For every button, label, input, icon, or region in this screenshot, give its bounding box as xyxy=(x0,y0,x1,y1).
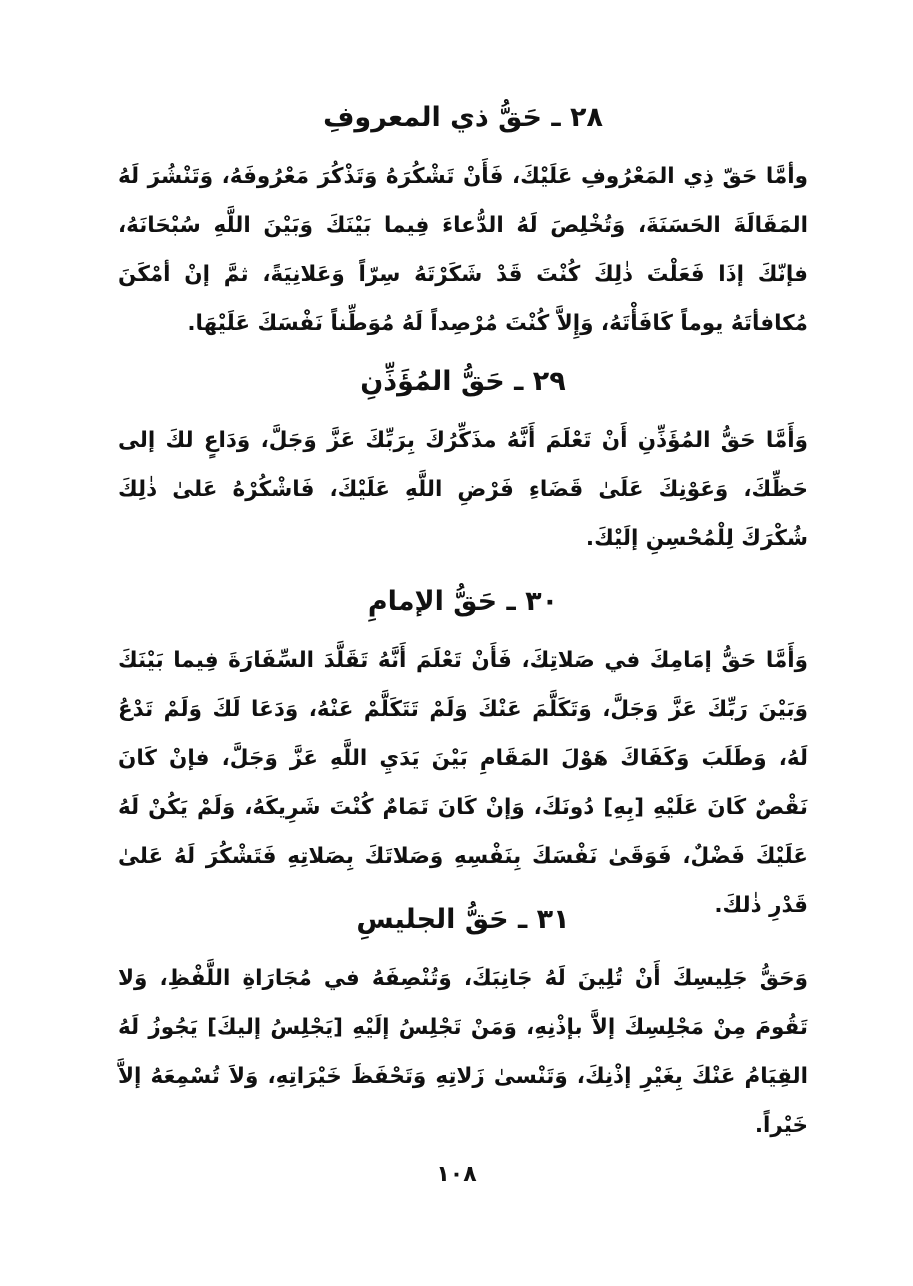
section-heading: ٢٩ ـ حَقُّ المُؤَذِّنِ xyxy=(360,366,566,397)
page-number: ١٠٨ xyxy=(436,1162,477,1187)
section-heading: ٣١ ـ حَقُّ الجليسِ xyxy=(356,904,570,935)
section-paragraph: وأمَّا حَقّ ذِي المَعْرُوفِ عَلَيْكَ، فَأَنْ تَشْكُرَهُ وَتَذْكُرَ مَعْرُوفَهُ، وَتَنْشُرَ لَهُ المَقَالَةَ الحَسَنَةَ، وَتُخْلِصَ لَهُ الدُّعاءَ فِيما بَيْنَكَ وَبَيْنَ اللَّهِ سُبْحَانَهُ، فإنّكَ إذَا فَعَلْتَ ذٰلِكَ كُنْتَ قَدْ شَكَرْتَهُ سِرّاً وَعَلانِيَةً، ثمَّ إنْ أمْكَنَ مُكافأتَهُ يوماً كَافَأْتَهُ، وَإِلاَّ كُنْتَ مُرْصِداً لَهُ مُوَطِّناً نَفْسَكَ عَلَيْهَا. xyxy=(118,164,808,336)
section-31 xyxy=(118,900,808,1150)
section-paragraph: وَأَمَّا حَقُّ المُؤَذِّنِ أَنْ تَعْلَمَ أَنَّهُ مذَكِّرُكَ بِرَبِّكَ عَزَّ وَجَلَّ، وَدَاعٍ لكَ إلى حَظِّكَ، وَعَوْنِكَ عَلَىٰ قَضَاءِ فَرْضِ اللَّهِ عَلَيْكَ، فَاشْكُرْهُ عَلىٰ ذٰلِكَ شُكْرَكَ لِلْمُحْسِنِ إلَيْكَ. xyxy=(118,428,808,551)
section-30 xyxy=(118,582,808,930)
section-heading: ٣٠ ـ حَقُّ الإمامِ xyxy=(367,586,559,617)
section-paragraph: وَأَمَّا حَقُّ إمَامِكَ في صَلاتِكَ، فَأَنْ تَعْلَمَ أَنَّهُ تَقَلَّدَ السِّفَارَةَ فِيما بَيْنَكَ وَبَيْنَ رَبِّكَ عَزَّ وَجَلَّ، وَتَكَلَّمَ عَنْكَ وَلَمْ تَتَكَلَّمْ عَنْهُ، وَدَعَا لَكَ وَلَمْ تَدْعُ لَهُ، وَطَلَبَ وَكَفَاكَ هَوْلَ المَقَامِ بَيْنَ يَدَيِ اللَّهِ عَزَّ وَجَلَّ، فإنْ كَانَ نَقْصٌ كَانَ عَلَيْهِ [بِهِ] دُونَكَ، وَإنْ كَانَ تَمَامٌ كُنْتَ شَرِيكَهُ، وَلَمْ يَكُنْ لَهُ عَلَيْكَ فَضْلٌ، فَوَقَىٰ نَفْسَكَ بِنَفْسِهِ وَصَلاتَكَ بِصَلاتِهِ فَتَشْكُرَ لَهُ عَلىٰ قَدْرِ ذٰلكَ. xyxy=(118,648,808,918)
section-paragraph: وَحَقُّ جَلِيسِكَ أَنْ تُلِينَ لَهُ جَانِبَكَ، وَتُنْصِفَهُ في مُجَارَاةِ اللَّفْظِ، وَلا تَقُومَ مِنْ مَجْلِسِكَ إلاَّ بإذْنِهِ، وَمَنْ تَجْلِسُ إلَيْهِ [يَجْلِسُ إليكَ] يَجُوزُ لَهُ القِيَامُ عَنْكَ بِغَيْرِ إذْنِكَ، وَتَنْسىٰ زَلاتِهِ وَتَحْفَظَ خَيْرَاتِهِ، وَلاَ تُسْمِعَهُ إلاَّ خَيْراً. xyxy=(118,966,808,1138)
section-28 xyxy=(118,98,808,348)
section-heading: ٢٨ ـ حَقُّ ذي المعروفِ xyxy=(323,102,603,133)
section-29 xyxy=(118,362,808,563)
